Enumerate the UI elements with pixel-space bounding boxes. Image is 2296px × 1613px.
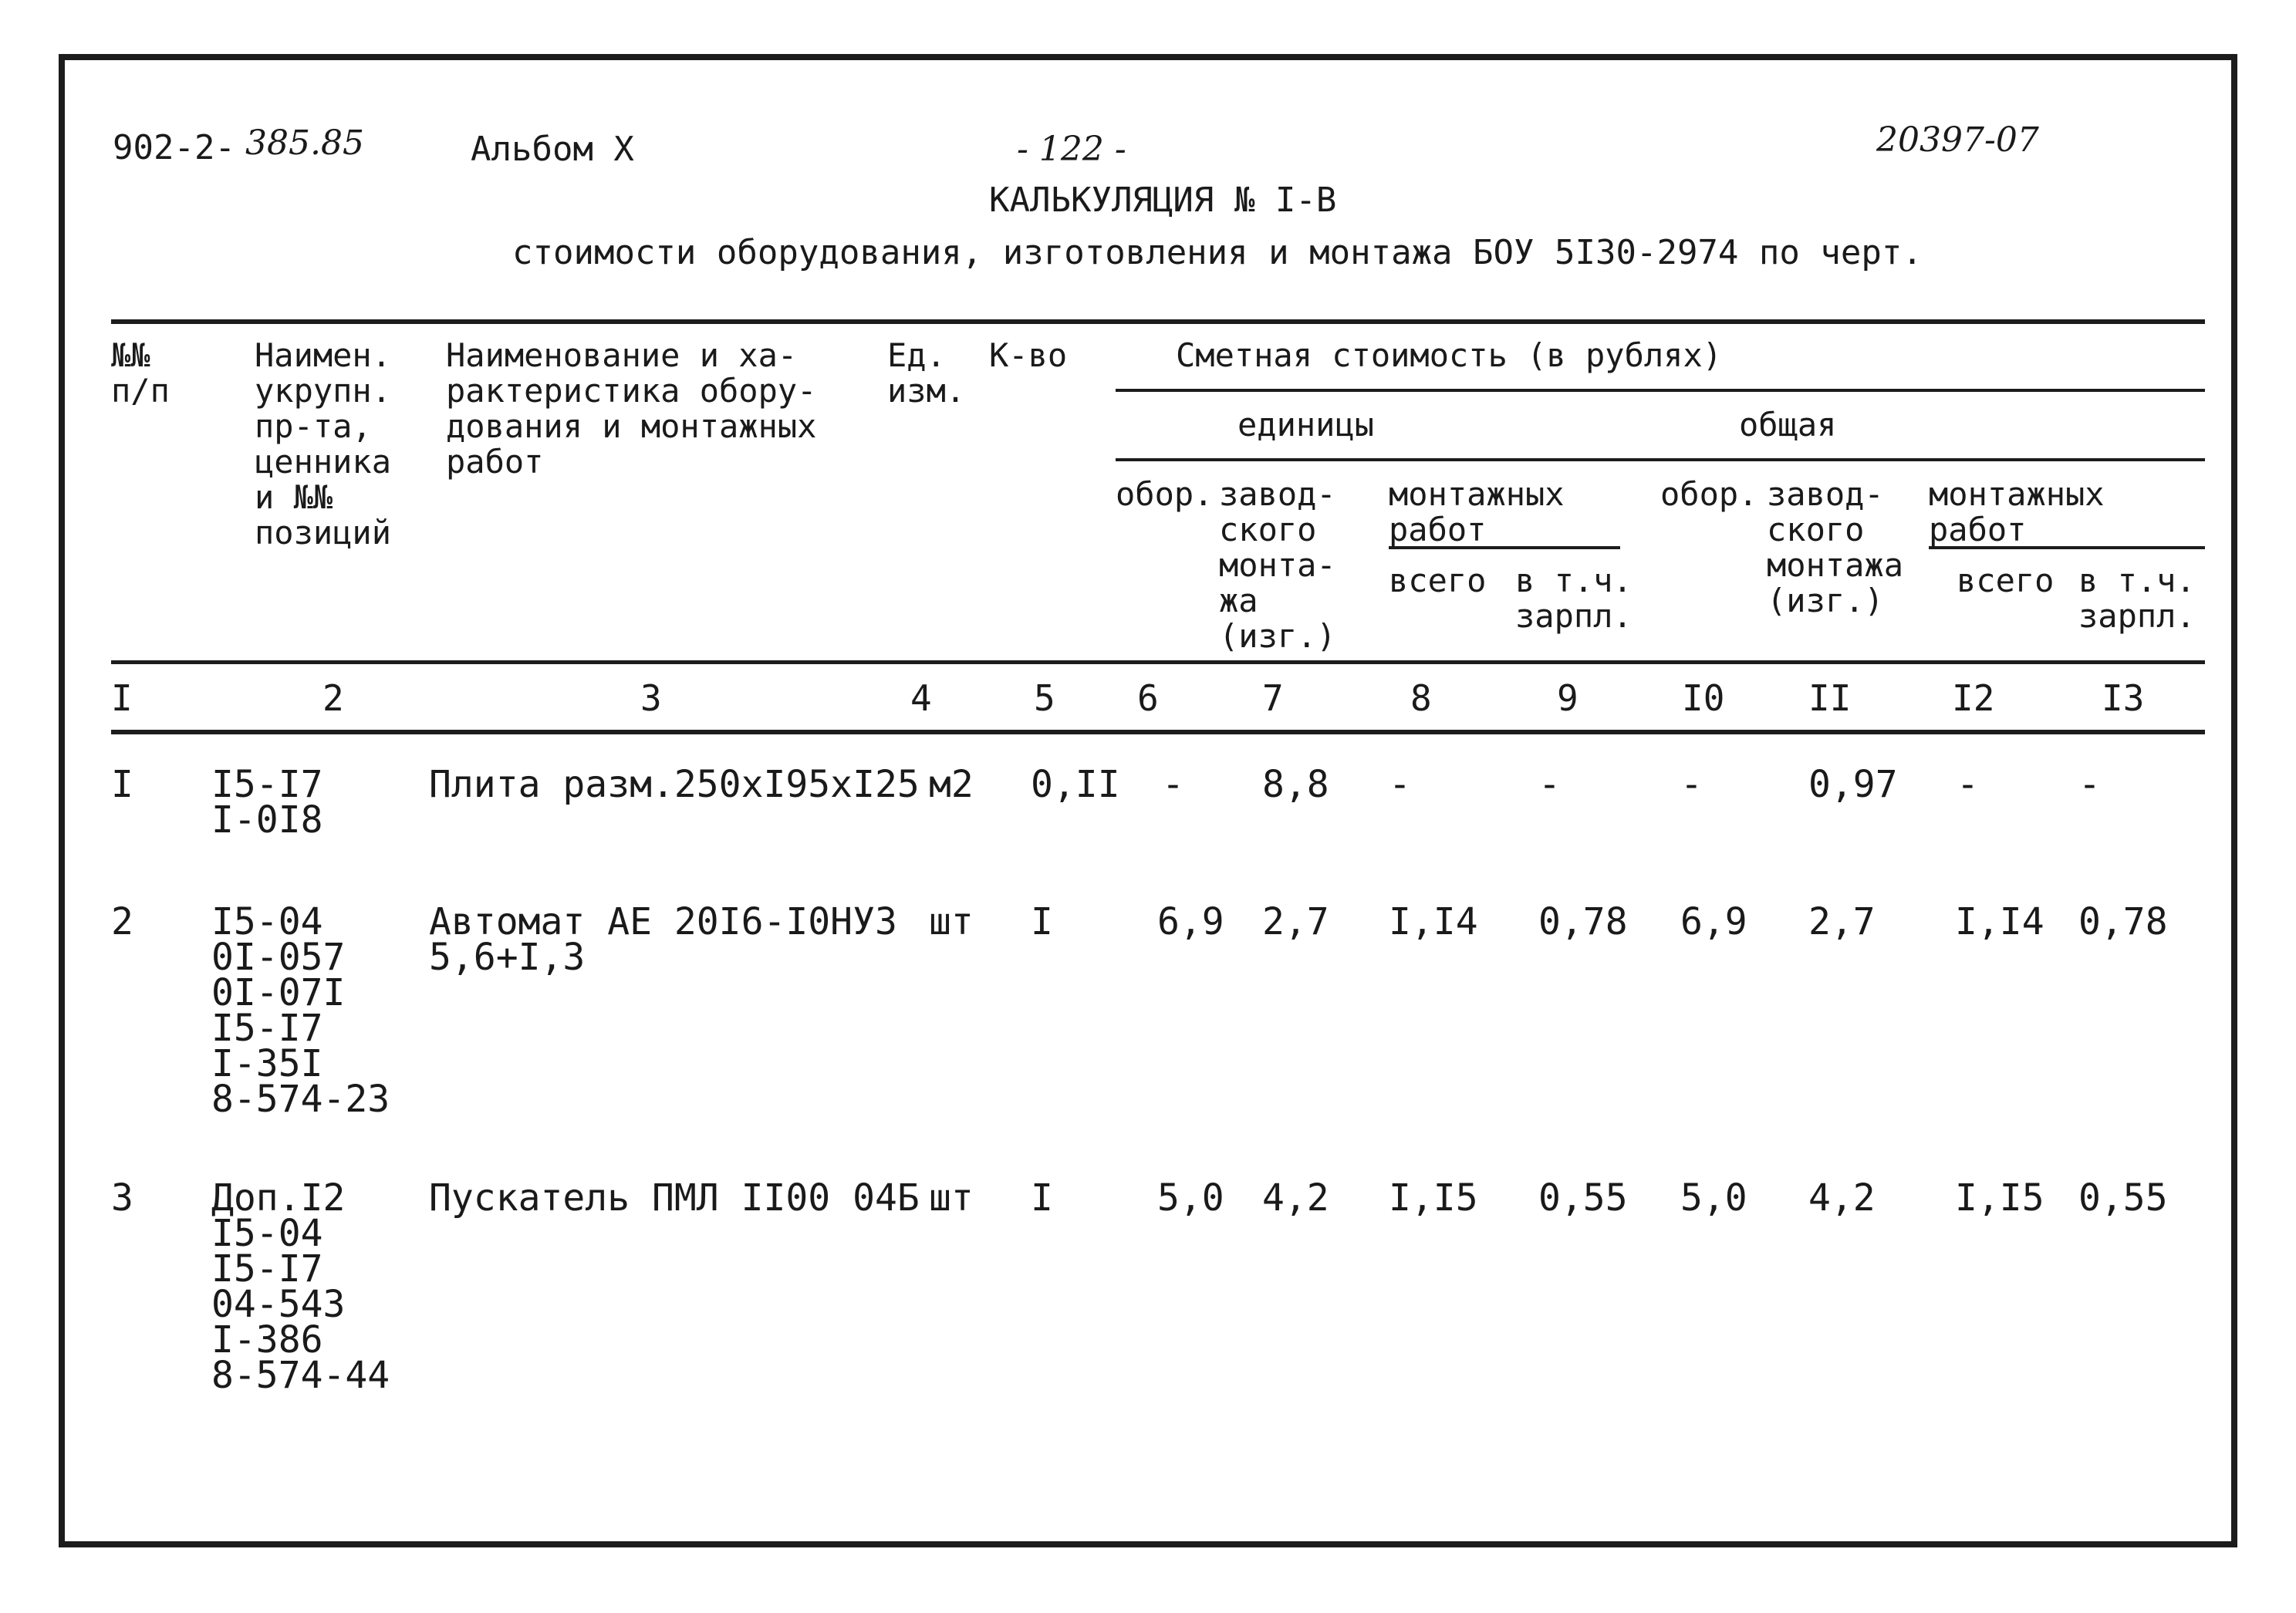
header-incl-wages: в т.ч. зарпл. xyxy=(1515,562,1633,635)
sheet-code: 20397-07 xyxy=(1876,120,2039,160)
row-c7: 8,8 xyxy=(1262,763,1329,806)
column-number: 4 xyxy=(910,677,932,719)
row-c7: 4,2 xyxy=(1262,1176,1329,1220)
row-c11: 0,97 xyxy=(1808,763,1898,806)
row-c6: - xyxy=(1162,763,1184,806)
row-c8: - xyxy=(1389,763,1411,806)
row-c10: 6,9 xyxy=(1680,900,1747,943)
column-number: 6 xyxy=(1137,677,1159,719)
header-codes: Наимен. укрупн. пр-та, ценника и №№ позиций xyxy=(255,336,392,552)
row-c11: 2,7 xyxy=(1808,900,1876,943)
row-number: I xyxy=(111,763,133,806)
row-quantity: 0,II xyxy=(1031,763,1120,806)
header-equipment-total: обор. xyxy=(1660,475,1758,513)
column-number: I0 xyxy=(1682,677,1725,719)
row-number: 2 xyxy=(111,900,133,943)
row-c13: 0,78 xyxy=(2078,900,2168,943)
row-quantity: I xyxy=(1031,1176,1053,1220)
header-quantity: К-во xyxy=(989,336,1068,374)
album-label: Альбом X xyxy=(471,130,634,169)
row-c12: I,I4 xyxy=(1955,900,2044,943)
row-c9: 0,78 xyxy=(1538,900,1628,943)
page-number: - 122 - xyxy=(1017,130,1126,169)
row-quantity: I xyxy=(1031,900,1053,943)
row-c12: - xyxy=(1957,763,1979,806)
header-unit: Ед. изм. xyxy=(887,336,966,410)
row-name: Автомат АЕ 20I6-I0НУЗ 5,6+I,3 xyxy=(429,900,897,979)
header-factory-mount: завод- ского монта- жа (изг.) xyxy=(1219,475,1336,655)
header-incl-wages-total: в т.ч. зарпл. xyxy=(2078,562,2196,635)
header-name: Наименование и ха- рактеристика обору- дования и монтажных работ xyxy=(446,336,817,481)
row-c6: 5,0 xyxy=(1157,1176,1224,1220)
row-c10: - xyxy=(1680,763,1703,806)
header-row-number: №№ п/п xyxy=(111,336,170,410)
row-c9: 0,55 xyxy=(1538,1176,1628,1220)
header-mount-works: монтажных работ xyxy=(1389,475,1565,548)
column-number: I3 xyxy=(2102,677,2145,719)
header-mount-works-total: монтажных работ xyxy=(1929,475,2105,548)
row-codes: I5-04 0I-057 0I-07I I5-I7 I-35I 8-574-23 xyxy=(211,900,390,1121)
row-c11: 4,2 xyxy=(1808,1176,1876,1220)
header-factory-mount-total: завод- ского монтажа (изг.) xyxy=(1767,475,1904,619)
row-c13: 0,55 xyxy=(2078,1176,2168,1220)
header-bottom-rule xyxy=(111,660,2205,664)
row-c8: I,I5 xyxy=(1389,1176,1478,1220)
column-numbers-rule xyxy=(111,730,2205,734)
column-number: I xyxy=(111,677,133,719)
row-unit: м2 xyxy=(929,763,974,806)
row-codes: I5-I7 I-0I8 xyxy=(211,763,323,842)
header-total-total: всего xyxy=(1957,562,2055,599)
row-c13: - xyxy=(2078,763,2101,806)
unit-total-rule xyxy=(1116,458,2205,461)
column-number: II xyxy=(1808,677,1852,719)
column-number: 8 xyxy=(1410,677,1432,719)
header-total: всего xyxy=(1389,562,1487,599)
row-name: Пускатель ПМЛ II00 04Б xyxy=(429,1176,920,1220)
row-c8: I,I4 xyxy=(1389,900,1478,943)
cost-group-rule xyxy=(1116,389,2205,392)
row-c12: I,I5 xyxy=(1955,1176,2044,1220)
row-number: 3 xyxy=(111,1176,133,1220)
row-c9: - xyxy=(1538,763,1561,806)
row-unit: шт xyxy=(929,900,974,943)
calculation-title: КАЛЬКУЛЯЦИЯ № I-В xyxy=(989,181,1337,220)
header-unit-group: единицы xyxy=(1237,406,1375,444)
row-c10: 5,0 xyxy=(1680,1176,1747,1220)
column-number: 9 xyxy=(1557,677,1578,719)
column-number: 2 xyxy=(322,677,344,719)
row-unit: шт xyxy=(929,1176,974,1220)
row-name: Плита разм.250xI95xI25 xyxy=(429,763,920,806)
doc-code-handwritten: 385.85 xyxy=(245,123,364,163)
calculation-subtitle: стоимости оборудования, изготовления и монтажа БОУ 5I30-2974 по черт. xyxy=(512,233,1923,272)
header-cost-group: Сметная стоимость (в рублях) xyxy=(1176,336,1723,374)
header-total-group: общая xyxy=(1739,406,1837,444)
column-number: 7 xyxy=(1262,677,1284,719)
row-c7: 2,7 xyxy=(1262,900,1329,943)
column-number: I2 xyxy=(1952,677,1995,719)
column-number: 5 xyxy=(1034,677,1055,719)
row-codes: Доп.I2 I5-04 I5-I7 04-543 I-386 8-574-44 xyxy=(211,1176,390,1397)
column-number: 3 xyxy=(640,677,662,719)
table-top-rule xyxy=(111,319,2205,324)
header-equipment: обор. xyxy=(1116,475,1214,513)
row-c6: 6,9 xyxy=(1157,900,1224,943)
doc-code-printed: 902-2- xyxy=(113,128,235,167)
